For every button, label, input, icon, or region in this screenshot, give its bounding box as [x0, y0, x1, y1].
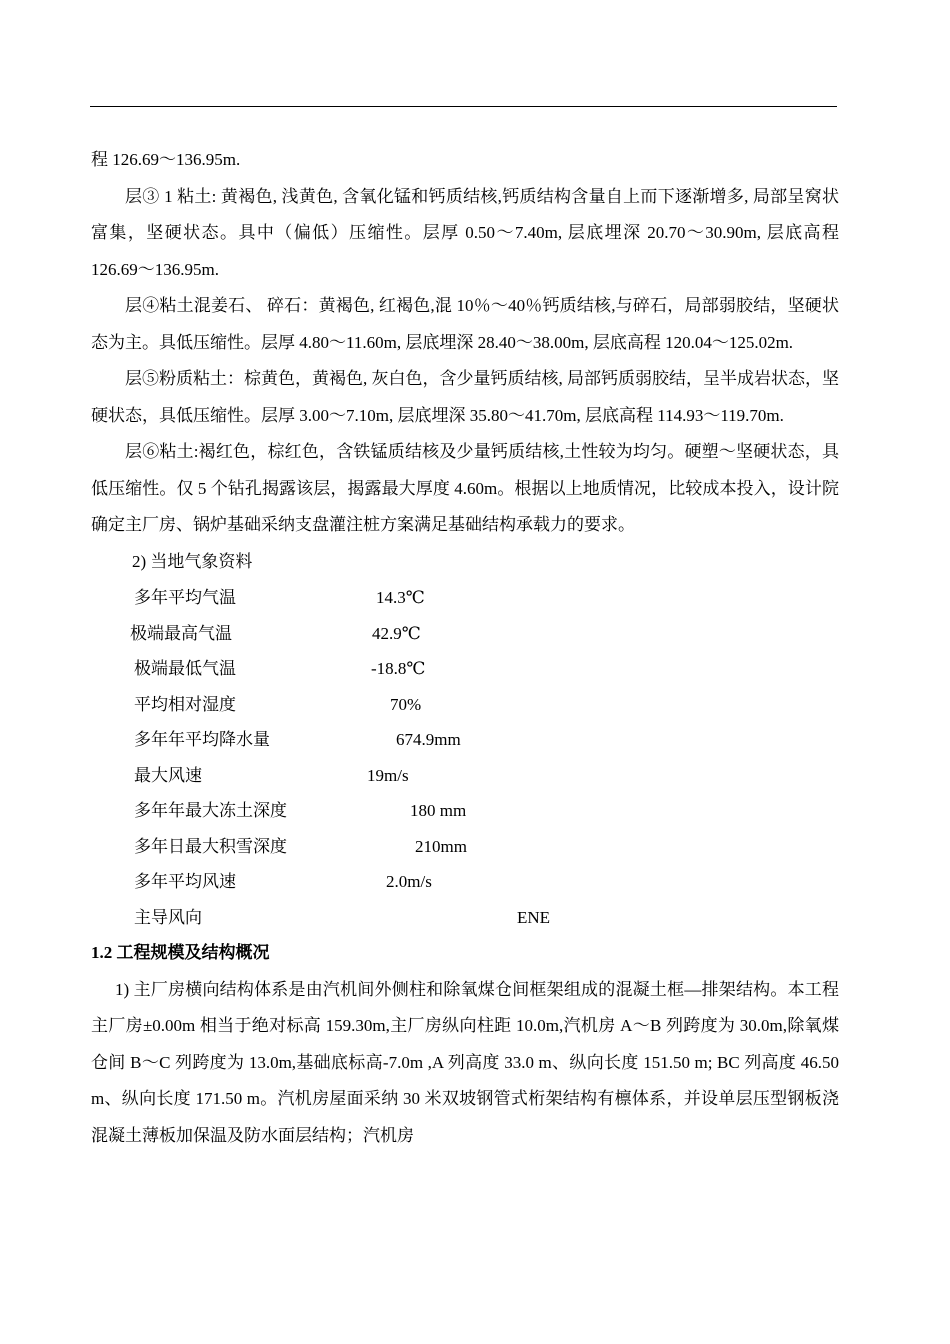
climate-row — [91, 616, 839, 652]
paragraph-structure: 1) 主厂房横向结构体系是由汽机间外侧柱和除氧煤仓间框架组成的混凝土框—排架结构。本工程主厂房±0.00m 相当于绝对标高 159.30m,主厂房纵向柱距 10.0m,汽机房 A～B 列跨度为 30.0m,除氧煤仓间 B～C 列跨度为 13.0m,基础底标高-7.0m ,A 列高度 33.0 m、纵向长度 151.50 m; BC 列高度 46.50 m、纵向长度 171.50 m。汽机房屋面采纳 30 米双坡钢管式桁架结构有檩体系，并设单层压型钢板浇混凝土薄板加保温及防水面层结构；汽机房 — [91, 979, 839, 1145]
climate-label: 多年年最大冻土深度 — [134, 801, 287, 820]
climate-label: 多年年平均降水量 — [134, 730, 270, 749]
climate-row — [91, 580, 839, 616]
climate-value: 70% — [390, 694, 422, 714]
climate-label: 平均相对湿度 — [134, 694, 236, 714]
paragraph-layer-4: 层④粘土混姜石、 碎石：黄褐色, 红褐色,混 10％～40％钙质结核,与碎石，局部弱胶结，坚硬状态为主。具低压缩性。层厚 4.80～11.60m, 层底埋深 28.40～38.00m, 层底高程 120.04～125.02m. — [91, 296, 839, 352]
climate-value: 2.0m/s — [386, 872, 432, 891]
climate-label: 极端最高气温 — [130, 623, 232, 643]
climate-label: 主导风向 — [134, 907, 202, 927]
climate-value: ENE — [517, 907, 551, 927]
document-body — [91, 142, 839, 1154]
header-rule — [90, 106, 837, 107]
climate-value: 210mm — [415, 836, 467, 856]
climate-row — [91, 722, 839, 758]
climate-row — [91, 758, 839, 794]
paragraph-continuation: 程 126.69～136.95m. — [91, 150, 241, 169]
paragraph-layer-5: 层⑤粉质粘土：棕黄色，黄褐色, 灰白色，含少量钙质结核, 局部钙质弱胶结，呈半成岩状态，坚硬状态，具低压缩性。层厚 3.00～7.10m, 层底埋深 35.80～41.70m, 层底高程 114.93～119.70m. — [91, 369, 839, 425]
climate-value: -18.8℃ — [371, 659, 426, 678]
climate-value: 180 mm — [410, 801, 467, 820]
climate-label: 极端最低气温 — [134, 659, 236, 678]
climate-row — [91, 651, 839, 687]
climate-row — [91, 687, 839, 723]
climate-table — [91, 580, 839, 935]
climate-value: 674.9mm — [396, 730, 461, 749]
climate-value: 42.9℃ — [372, 623, 421, 643]
climate-row — [91, 829, 839, 865]
paragraph-layer-3-1: 层③ 1 粘土: 黄褐色, 浅黄色, 含氧化锰和钙质结核,钙质结构含量自上而下逐渐增多, 局部呈窝状富集，坚硬状态。具中（偏低）压缩性。层厚 0.50～7.40m, 层底埋深 20.70～30.90m, 层底高程 126.69～136.95m. — [91, 186, 839, 279]
climate-label: 多年平均气温 — [134, 588, 236, 607]
climate-label: 多年日最大积雪深度 — [134, 836, 287, 856]
climate-value: 19m/s — [367, 765, 409, 785]
climate-row — [91, 793, 839, 829]
climate-label: 最大风速 — [134, 765, 202, 785]
climate-label: 多年平均风速 — [134, 872, 236, 891]
climate-value: 14.3℃ — [376, 588, 425, 607]
climate-row — [91, 864, 839, 900]
climate-heading: 2) 当地气象资料 — [132, 551, 253, 571]
section-title: 1.2 工程规模及结构概况 — [91, 943, 270, 962]
paragraph-layer-6: 层⑥粘土:褐红色，棕红色，含铁锰质结核及少量钙质结核,土性较为均匀。硬塑～坚硬状态，具低压缩性。仅 5 个钻孔揭露该层，揭露最大厚度 4.60m。根据以上地质情况，比较成本投入，设计院确定主厂房、锅炉基础采纳支盘灌注桩方案满足基础结构承载力的要求。 — [91, 442, 839, 534]
climate-row — [91, 900, 839, 936]
